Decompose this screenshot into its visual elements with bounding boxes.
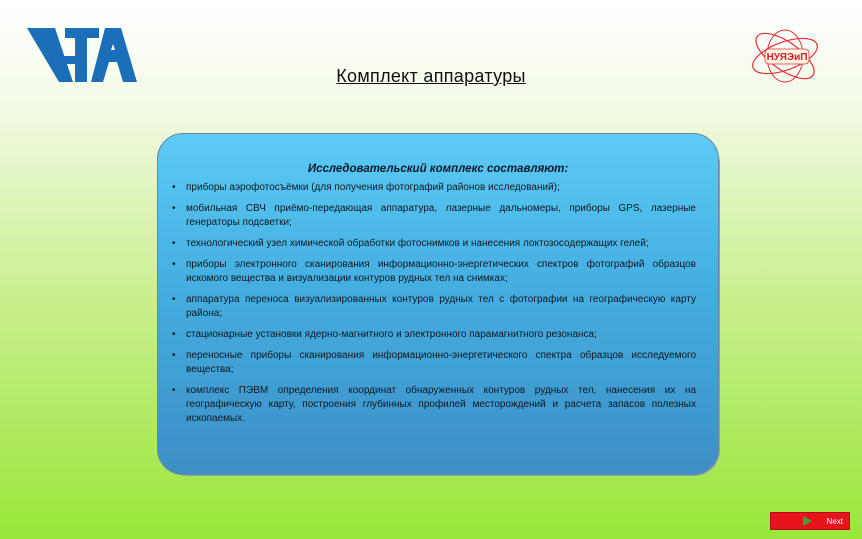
emblem-text: НУЯЭиП [766,52,808,63]
bullet-icon: • [172,259,176,270]
play-arrow-icon [803,516,812,526]
list-item [172,384,696,426]
list-item [172,293,696,321]
list-item-text: стационарные установки ядерно-магнитного и электронного парамагнитного резонанса; [186,329,597,340]
list-item [172,258,696,286]
slide-title: Комплект аппаратуры [336,66,526,86]
bullet-icon: • [172,329,176,340]
content-panel [157,133,719,475]
list-item [172,328,696,342]
list-item-text: приборы электронного сканирования информационно-энергетических спектров фотографий образцов искомого вещества и визуализации контуров рудных тел на снимках; [186,259,696,284]
list-item [172,202,696,230]
list-item-text: приборы аэрофотосъёмки (для получения фотографий районов исследований); [186,182,560,193]
next-button-label: Next [826,516,843,526]
bullet-icon: • [172,238,176,249]
list-item-text: комплекс ПЭВМ определения координат обнаруженных контуров рудных тел, нанесения их на географическую карту, построения глубинных профилей месторождений и расчета запасов полезных ископаемых. [186,385,696,424]
bullet-icon: • [172,182,176,193]
list-item [172,181,696,195]
list-item-text: аппаратура переноса визуализированных контуров рудных тел с фотографии на географическую карту района; [186,294,696,319]
bullet-icon: • [172,294,176,305]
bullet-icon: • [172,385,176,396]
list-item-text: мобильная СВЧ приёмо-передающая аппаратура, лазерные дальномеры, приборы GPS, лазерные генераторы подсветки; [186,203,696,228]
list-item-text: переносные приборы сканирования информационно-энергетического спектра образцов исследуемого вещества; [186,350,696,375]
panel-heading: Исследовательский комплекс составляют: [307,163,569,175]
list-item-text: технологический узел химической обработки фотоснимков и нанесения локтозосодержащих гелей; [186,238,649,249]
list-item [172,349,696,377]
bullet-icon: • [172,350,176,361]
bullet-icon: • [172,203,176,214]
next-button[interactable] [770,512,850,530]
list-item [172,237,696,251]
equipment-list [172,181,696,433]
